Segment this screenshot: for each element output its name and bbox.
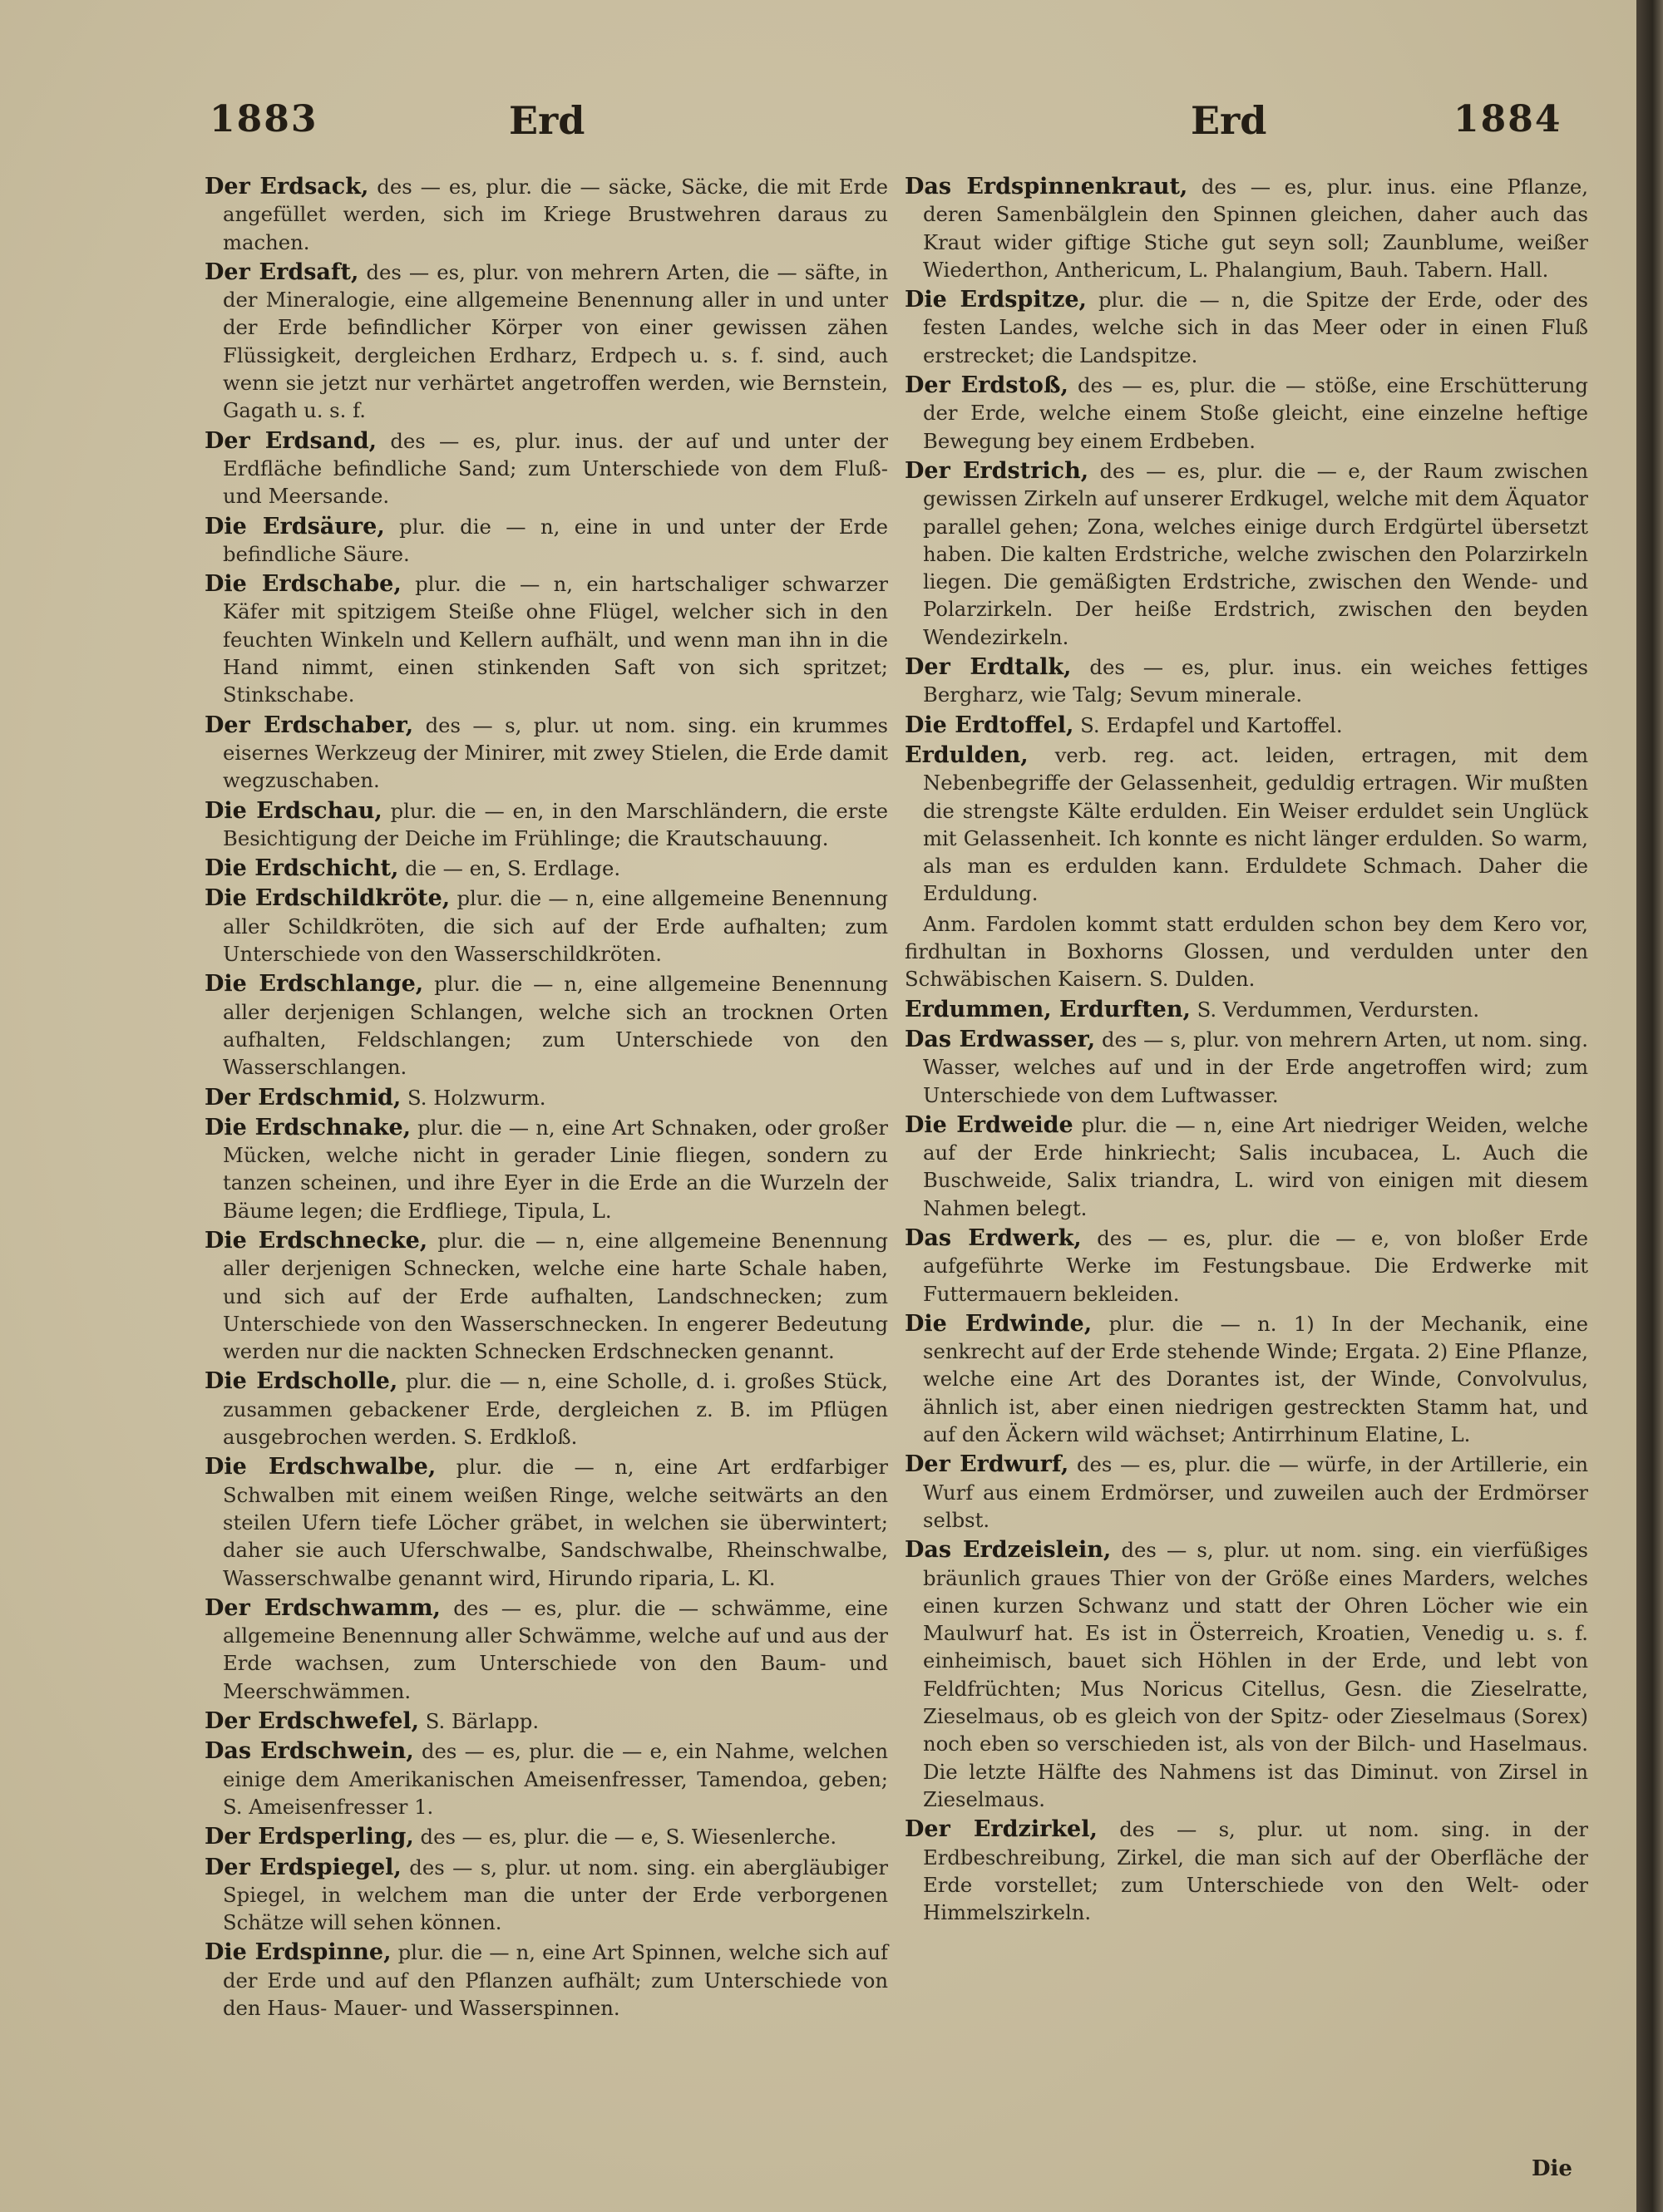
dictionary-entry bbox=[205, 1114, 888, 1224]
entry-headword: Die Erdschwalbe, bbox=[205, 1454, 437, 1480]
dictionary-entry bbox=[905, 653, 1588, 709]
entry-headword: Der Erdtalk, bbox=[905, 654, 1072, 681]
entry-definition: Anm. Fardolen kommt statt erdulden schon bey dem Kero vor, firdhultan in Boxhorns Glossen, und verdulden unter den Schwäbischen Kaisern. S. Dulden. bbox=[905, 911, 1588, 992]
entry-definition: plur. die — n, eine allgemeine Benennung aller Schildkröten, die sich auf der Erde aufhalten; zum Unterschiede von den Wasserschildkröten. bbox=[223, 886, 888, 967]
dictionary-entry bbox=[905, 1224, 1588, 1308]
entry-definition: des — es, plur. die — stöße, eine Erschütterung der Erde, welche einem Stoße gleicht, eine einzelne heftige Bewegung bey einem Erdbeben. bbox=[923, 373, 1588, 453]
entry-definition: plur. die — en, in den Marschländern, die erste Besichtigung der Deiche im Frühlinge; die Krautschauung. bbox=[223, 798, 888, 850]
left-column bbox=[205, 173, 888, 2024]
dictionary-entry bbox=[905, 457, 1588, 651]
dictionary-entry bbox=[205, 1227, 888, 1365]
dictionary-entry bbox=[905, 712, 1588, 739]
entry-headword: Die Erdwinde, bbox=[905, 1310, 1093, 1337]
entry-headword: Das Erdzeislein, bbox=[905, 1537, 1112, 1564]
dictionary-entry bbox=[205, 884, 888, 968]
entry-definition: S. Erdapfel und Kartoffel. bbox=[1080, 712, 1343, 737]
entry-definition: des — s, plur. ut nom. sing. ein abergläubiger Spiegel, in welchem man die unter der Erde verborgenen Schätze will sehen können. bbox=[223, 1855, 888, 1935]
left-page-number: 1883 bbox=[210, 98, 318, 140]
right-column bbox=[905, 173, 1588, 1929]
entry-definition: plur. die — n. 1) In der Mechanik, eine senkrecht auf der Erde stehende Winde; Ergata. 2) Eine Pflanze, welche eine Art des Dorantes ist, der Winde, Convolvulus, ähnlich ist, aber einen niedrigen gestreckten Stamm hat, und auf den Äckern wild wächset; Antirrhinum Elatine, L. bbox=[923, 1311, 1588, 1447]
entry-definition: des — s, plur. ut nom. sing. in der Erdbeschreibung, Zirkel, die man sich auf der Oberfläche der Erde vorstellet; zum Unterschiede von den Welt- oder Himmelszirkeln. bbox=[923, 1817, 1588, 1925]
entry-definition: plur. die — n, eine allgemeine Benennung aller derjenigen Schlangen, welche sich an trocknen Orten aufhalten, Feldschlangen; zum Unterschiede von den Wasserschlangen. bbox=[223, 972, 888, 1080]
entry-definition: des — s, plur. ut nom. sing. ein krummes eisernes Werkzeug der Minirer, mit zwey Stielen, die Erde damit wegzuschaben. bbox=[223, 712, 888, 793]
entry-headword: Der Erdschmid, bbox=[205, 1084, 402, 1111]
entry-headword: Die Erdspinne, bbox=[205, 1939, 392, 1966]
dictionary-entry bbox=[205, 173, 888, 256]
dictionary-entry bbox=[205, 1854, 888, 1937]
entry-headword: Der Erdzirkel, bbox=[905, 1816, 1098, 1843]
entry-definition: des — es, plur. inus. der auf und unter der Erdfläche befindliche Sand; zum Unterschiede von dem Fluß- und Meersande. bbox=[223, 428, 888, 509]
entry-headword: Der Erdschwefel, bbox=[205, 1708, 420, 1735]
dictionary-entry bbox=[905, 910, 1588, 993]
entry-definition: plur. die — n, eine Scholle, d. i. großes Stück, zusammen gebackener Erde, dergleichen z. B. im Pflügen ausgebrochen werden. S. Erdkloß. bbox=[223, 1369, 888, 1450]
entry-headword: Die Erdschau, bbox=[205, 797, 382, 824]
entry-definition: plur. die — n, eine allgemeine Benennung aller derjenigen Schnecken, welche eine harte Schale haben, und sich auf der Erde aufhalten, Landschnecken; zum Unterschiede von den Wasserschnecken. In engerer Bedeutung werden nur die nackten Schnecken Erdschnecken genannt. bbox=[223, 1228, 888, 1364]
dictionary-entry bbox=[905, 1310, 1588, 1448]
entry-headword: Das Erdwerk, bbox=[905, 1224, 1082, 1251]
entry-headword: Die Erdschicht, bbox=[205, 855, 399, 882]
entry-headword: Die Erdschildkröte, bbox=[205, 885, 451, 912]
entry-definition: des — es, plur. die — e, der Raum zwischen gewissen Zirkeln auf unserer Erdkugel, welche mit dem Äquator parallel gehen; Zona, welches einige durch Erdgürtel übersetzt haben. Die kalten Erdstriche, welche zwischen den Polarzirkeln liegen. Die gemäßigten Erdstriche, zwischen den Wende- und Polarzirkeln. Der heiße Erdstrich, zwischen den beyden Wendezirkeln. bbox=[923, 458, 1588, 649]
entry-definition: des — es, plur. die — säcke, Säcke, die mit Erde angefüllet werden, sich im Kriege Brustwehren daraus zu machen. bbox=[223, 175, 888, 254]
entry-headword: Die Erdschlange, bbox=[205, 971, 424, 998]
dictionary-entry bbox=[905, 1111, 1588, 1222]
entry-headword: Die Erdschnake, bbox=[205, 1114, 412, 1140]
entry-definition: plur. die — n, eine Art erdfarbiger Schwalben mit einem weißen Ringe, welche seitwärts an den steilen Ufern tiefe Löcher gräbet, in welchen sie überwintert; daher sie auch Uferschwalbe, Sandschwalbe, Rheinschwalbe, Wasserschwalbe genannt wird, Hirundo riparia, L. Kl. bbox=[223, 1455, 889, 1590]
dictionary-entry bbox=[205, 1707, 888, 1735]
dictionary-entry bbox=[205, 1453, 888, 1591]
entry-headword: Der Erdstoß, bbox=[905, 372, 1068, 399]
entry-definition: verb. reg. act. leiden, ertragen, mit dem Nebenbegriffe der Gelassenheit, geduldig ertragen. Wir mußten die strengste Kälte erdulden. Ein Weiser erduldet sein Unglück mit Gelassenheit. Ich konnte es nicht länger erdulden. So warm, als man es erdulden kann. Erduldete Schmach. Daher die Erduldung. bbox=[923, 742, 1588, 906]
dictionary-entry bbox=[205, 1737, 888, 1820]
entry-definition: plur. die — n, die Spitze der Erde, oder des festen Landes, welche sich in das Meer oder in einen Fluß erstrecket; die Landspitze. bbox=[923, 288, 1589, 367]
entry-headword: Der Erdschaber, bbox=[205, 712, 414, 738]
entry-definition: plur. die — n, eine Art niedriger Weiden, welche auf der Erde hinkriecht; Salis incubacea, L. Auch die Buschweide, Salix triandra, L. wird von einigen mit diesem Nahmen belegt. bbox=[923, 1112, 1588, 1220]
dictionary-entry bbox=[205, 427, 888, 510]
entry-headword: Der Erdwurf, bbox=[905, 1451, 1069, 1478]
entry-definition: des — s, plur. von mehrern Arten, ut nom. sing. Wasser, welches auf und in der Erde angetroffen wird; zum Unterschiede von dem Luftwasser. bbox=[923, 1027, 1588, 1107]
entry-definition: des — es, plur. die — e, von bloßer Erde aufgeführte Werke im Festungsbaue. Die Erdwerke mit Futtermauern bekleiden. bbox=[923, 1225, 1588, 1306]
entry-definition: plur. die — n, eine Art Spinnen, welche sich auf der Erde und auf den Pflanzen aufhält; zum Unterschiede von den Haus- Mauer- und Wasserspinnen. bbox=[223, 1940, 888, 2020]
dictionary-entry bbox=[205, 1939, 888, 2022]
entry-definition: des — es, plur. die — würfe, in der Artillerie, ein Wurf aus einem Erdmörser, und zuweilen auch der Erdmörser selbst. bbox=[923, 1452, 1588, 1532]
dictionary-entry bbox=[205, 259, 888, 425]
entry-headword: Erdummen, Erdurften, bbox=[905, 996, 1191, 1022]
dictionary-entry bbox=[905, 1451, 1588, 1534]
entry-definition: des — es, plur. die — schwämme, eine allgemeine Benennung aller Schwämme, welche auf und aus der Erde wachsen, zum Unterschiede von den Baum- und Meerschwämmen. bbox=[223, 1595, 888, 1703]
entry-definition: S. Holzwurm. bbox=[407, 1085, 546, 1110]
entry-headword: Das Erdwasser, bbox=[905, 1026, 1096, 1052]
book-spine bbox=[1636, 0, 1663, 2212]
right-running-head: Erd bbox=[1191, 98, 1267, 143]
dictionary-entry bbox=[905, 996, 1588, 1023]
right-page-number: 1884 bbox=[1453, 98, 1562, 140]
entry-headword: Der Erdstrich, bbox=[905, 457, 1089, 484]
entry-definition: des — s, plur. ut nom. sing. ein vierfüßiges bräunlich graues Thier von der Größe eines Marders, welches einen kurzen Schwanz und statt der Ohren Löcher wie ein Maulwurf hat. Es ist in Österreich, Kroatien, Venedig u. s. f. einheimisch, bauet sich Höhlen in der Erde, und lebt von Feldfrüchten; Mus Noricus Citellus, Gesn. die Zieselratte, Zieselmaus, ob es gleich von der Spitz- oder Zieselmaus (Sorex) noch eben so verschieden ist, als von der Bilch- und Haselmaus. Die letzte Hälfte des Nahmens ist das Diminut. von Zirsel in Zieselmaus. bbox=[923, 1538, 1588, 1811]
entry-headword: Der Erdsack, bbox=[205, 174, 369, 200]
dictionary-entry bbox=[205, 855, 888, 882]
dictionary-entry bbox=[205, 570, 888, 708]
dictionary-entry bbox=[205, 1084, 888, 1111]
entry-definition: die — en, S. Erdlage. bbox=[405, 856, 621, 881]
entry-headword: Der Erdspiegel, bbox=[205, 1854, 402, 1880]
entry-headword: Die Erdweide bbox=[905, 1111, 1073, 1138]
entry-definition: plur. die — n, eine Art Schnaken, oder großer Mücken, welche nicht in gerader Linie fliegen, sondern zu tanzen scheinen, und ihre Eyer in die Erde an die Wurzeln der Bäume legen; die Erdfliege, Tipula, L. bbox=[223, 1115, 888, 1223]
entry-headword: Die Erdscholle, bbox=[205, 1368, 398, 1395]
left-running-head: Erd bbox=[509, 98, 585, 143]
entry-headword: Der Erdsand, bbox=[205, 427, 378, 454]
entry-headword: Der Erdschwamm, bbox=[205, 1594, 441, 1621]
entry-definition: des — es, plur. die — e, S. Wiesenlerche. bbox=[420, 1825, 837, 1850]
dictionary-entry bbox=[905, 1026, 1588, 1109]
entry-definition: des — es, plur. inus. eine Pflanze, deren Samenbälglein den Spinnen gleichen, daher auch das Kraut wider giftige Stiche gut seyn soll; Zaunblume, weißer Wiederthon, Anthericum, L. Phalangium, Bauh. Tabern. Hall. bbox=[923, 175, 1588, 282]
catchword: Die bbox=[1532, 2156, 1572, 2181]
entry-headword: Die Erdsäure, bbox=[205, 513, 385, 539]
entry-headword: Der Erdsaft, bbox=[205, 259, 359, 285]
entry-headword: Die Erdschnecke, bbox=[205, 1227, 428, 1254]
dictionary-entry bbox=[205, 797, 888, 853]
entry-headword: Die Erdtoffel, bbox=[905, 712, 1074, 738]
dictionary-entry bbox=[205, 1594, 888, 1705]
dictionary-entry bbox=[205, 513, 888, 569]
dictionary-entry bbox=[905, 286, 1588, 369]
dictionary-entry bbox=[905, 372, 1588, 455]
entry-headword: Die Erdschabe, bbox=[205, 571, 402, 598]
entry-headword: Erdulden, bbox=[905, 741, 1029, 768]
entry-headword: Die Erdspitze, bbox=[905, 287, 1087, 313]
dictionary-entry bbox=[905, 741, 1588, 908]
dictionary-entry bbox=[205, 1367, 888, 1451]
entry-definition: plur. die — n, eine in und unter der Erde befindliche Säure. bbox=[223, 514, 888, 566]
dictionary-entry bbox=[205, 970, 888, 1081]
entry-definition: des — es, plur. die — e, ein Nahme, welchen einige dem Amerikanischen Ameisenfresser, Tamendoa, geben; S. Ameisenfresser 1. bbox=[223, 1739, 888, 1819]
entry-headword: Das Erdspinnenkraut, bbox=[905, 174, 1188, 200]
entry-definition: S. Verdummen, Verdursten. bbox=[1197, 997, 1480, 1022]
dictionary-entry bbox=[905, 1536, 1588, 1813]
entry-headword: Das Erdschwein, bbox=[205, 1738, 414, 1765]
dictionary-entry bbox=[905, 173, 1588, 283]
entry-definition: des — es, plur. von mehrern Arten, die — säfte, in der Mineralogie, eine allgemeine Benennung aller in und unter der Erde befindlicher Körper von einer gewissen zähen Flüssigkeit, dergleichen Erdharz, Erdpech u. s. f. sind, auch wenn sie jetzt nur verhärtet angetroffen werden, wie Bernstein, Gagath u. s. f. bbox=[223, 259, 888, 423]
dictionary-entry bbox=[205, 712, 888, 795]
entry-headword: Der Erdsperling, bbox=[205, 1824, 414, 1850]
dictionary-entry bbox=[205, 1823, 888, 1850]
entry-definition: S. Bärlapp. bbox=[425, 1709, 540, 1734]
dictionary-entry bbox=[905, 1815, 1588, 1926]
entry-definition: des — es, plur. inus. ein weiches fettiges Bergharz, wie Talg; Sevum minerale. bbox=[923, 655, 1588, 707]
entry-definition: plur. die — n, ein hartschaliger schwarzer Käfer mit spitzigem Steiße ohne Flügel, welcher sich in den feuchten Winkeln und Kellern aufhält, und wenn man ihn in die Hand nimmt, einen stinkenden Saft von sich spritzet; Stinkschabe. bbox=[223, 572, 888, 707]
